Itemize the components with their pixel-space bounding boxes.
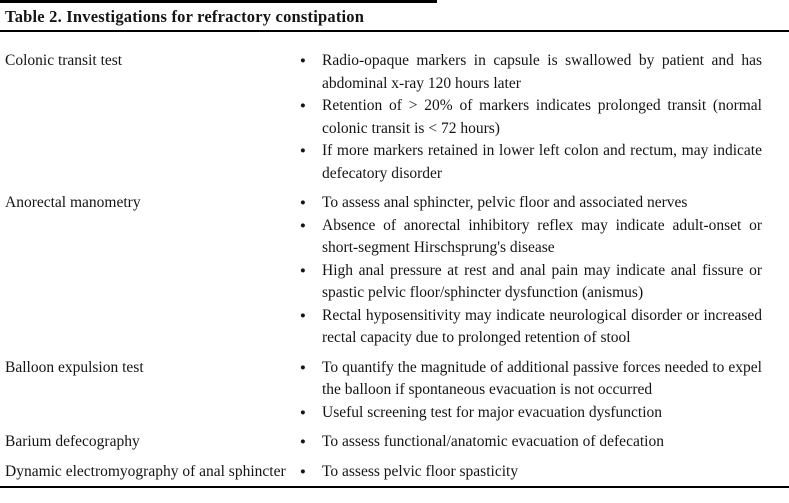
table-body — [0, 32, 789, 483]
finding-item — [300, 192, 762, 215]
finding-text: To assess pelvic floor spasticity — [322, 462, 519, 480]
bullet-icon: ● — [300, 437, 306, 447]
finding-text: Absence of anorectal inhibitory reflex may indicate adult-onset or short-segment Hirschsprung's disease — [322, 216, 762, 256]
findings-list — [300, 357, 762, 425]
bullet-icon: ● — [300, 407, 306, 418]
finding-item — [300, 215, 762, 260]
finding-item — [300, 305, 762, 350]
finding-text: To assess functional/anatomic evacuation of defecation — [322, 433, 664, 450]
table-row — [5, 50, 762, 185]
finding-text: To assess anal sphincter, pelvic floor and associated nerves — [322, 194, 688, 211]
finding-item — [300, 140, 762, 185]
finding-item — [300, 357, 762, 402]
findings-list — [300, 431, 762, 454]
bullet-icon: ● — [300, 146, 306, 156]
finding-item — [300, 461, 762, 484]
bullet-icon: ● — [300, 198, 306, 208]
findings-list — [300, 50, 762, 185]
investigation-name: Dynamic electromyography of anal sphincter — [5, 462, 286, 480]
finding-text: If more markers retained in lower left colon and rectum, may indicate defecatory disorder — [322, 142, 762, 182]
top-edge-artifact-bar — [0, 0, 437, 3]
table-row — [5, 192, 762, 350]
finding-text: High anal pressure at rest and anal pain may indicate anal fissure or spastic pelvic floor/sphincter dysfunction (anismus) — [322, 261, 762, 301]
bullet-icon: ● — [300, 56, 306, 66]
bullet-icon: ● — [300, 220, 306, 231]
investigation-name: Barium defecography — [5, 433, 140, 450]
finding-text: To quantify the magnitude of additional passive forces needed to expel the balloon if spontaneous evacuation is not occurred — [322, 358, 762, 398]
finding-text: Rectal hyposensitivity may indicate neurological disorder or increased rectal capacity due to prolonged retention of stool — [322, 306, 762, 346]
findings-list — [300, 192, 762, 350]
investigation-name: Anorectal manometry — [5, 194, 141, 211]
bullet-icon: ● — [300, 310, 306, 321]
bullet-icon: ● — [300, 265, 306, 276]
bullet-icon: ● — [300, 101, 306, 111]
finding-item — [300, 95, 762, 140]
finding-text: Useful screening test for major evacuation dysfunction — [322, 403, 663, 421]
investigation-name: Balloon expulsion test — [5, 358, 144, 376]
finding-text: Radio-opaque markers in capsule is swallowed by patient and has abdominal x-ray 120 hours later — [322, 52, 762, 92]
table-row — [5, 461, 762, 484]
investigation-name: Colonic transit test — [5, 52, 123, 69]
finding-item — [300, 431, 762, 454]
finding-item — [300, 402, 762, 425]
table-title: Table 2. Investigations for refractory constipation — [5, 7, 365, 26]
bullet-icon: ● — [300, 466, 306, 477]
bullet-icon: ● — [300, 362, 306, 373]
bottom-rule — [0, 486, 789, 488]
table-row — [5, 431, 762, 454]
finding-item — [300, 260, 762, 305]
table-row — [5, 357, 762, 425]
findings-list — [300, 461, 762, 484]
finding-item — [300, 50, 762, 95]
finding-text: Retention of > 20% of markers indicates prolonged transit (normal colonic transit is < 72 hours) — [322, 97, 762, 137]
